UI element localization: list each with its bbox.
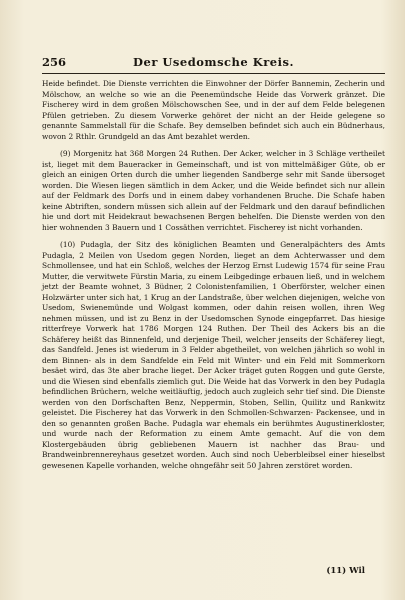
page-body [42, 79, 385, 471]
page-number: 256 [42, 55, 67, 69]
running-title: Der Usedomsche Kreis. [133, 55, 294, 69]
paragraph-3: (10) Pudagla, der Sitz des königlichen Beamten und Generalpächters des Amts Pudagla, 2 Meilen von Usedom gegen Norden, lieget an dem Achterwasser und dem Schmollensee, und hat ein Schloß, welches der Herzog Ernst Ludewig 1574 für seine Frau Mutter, die verwitwete Fürstin Maria, zu einem Leibgedinge erbauen ließ, und in welchem jetzt der Beamte wohnet, 3 Büdner, 2 Colonistenfamilien, 1 Oberförster, welcher einen Holzwärter unter sich hat, 1 Krug an der Landstraße, über welchen diejenigen, welche von Usedom, Swienemünde und Wolgast kommen, oder dahin reisen wollen, ihren Weg nehmen müssen, und ist zu Benz in der Usedomschen Synode eingepfarret. Das hiesige ritterfreye Vorwerk hat 1786 Morgen 124 Ruthen. Der Theil des Ackers bis an die Schäferey heißt das Binnenfeld, und derjenige Theil, welcher jenseits der Schäferey liegt, das Sandfeld. Jenes ist wiederum in 3 Felder abgetheilet, von welchen jährlich so wohl in dem Binnen- als in dem Sandfelde ein Feld mit Winter- und ein Feld mit Sommerkorn besäet wird, das 3te aber brache lieget. Der Acker träget guten Roggen und gute Gerste, und die Wiesen sind ebenfalls ziemlich gut. Die Weide hat das Vorwerk in den bey Pudagla befindlichen Brüchern, welche weitläuftig, jedoch auch zugleich sehr tief sind. Die Dienste werden von den Dorfschaften Benz, Neppermin, Stoben, Sellin, Quilitz und Rankwitz geleistet. Die Fischerey hat das Vorwerk in den Schmollen-Schwarzen- Packensee, und in den so genannten großen Bache. Pudagla war ehemals ein berühmtes Augustinerkloster, und wurde nach der Reformation zu einem Amte gemacht. Auf die von dem Klostergebäuden übrig gebliebenen Mauern ist nachher das Brau- und Brandweinbrennereyhaus gesetzet worden. Auch sind noch Ueberbleibsel einer hieselbst gewesenen Kapelle vorhanden, welche ohngefähr seit 50 Jahren zerstöret worden. [42, 240, 385, 470]
catchword: (11) Wil [326, 566, 365, 576]
paragraph-2: (9) Morgenitz hat 368 Morgen 24 Ruthen. Der Acker, welcher in 3 Schläge vertheilet ist, lieget mit dem Baueracker in Gemeinschaft, und ist von mittelmäßiger Güte, ob er gleich an einigen Orten durch die umher liegenden Sandberge sehr mit Sande übersoget worden. Die Wiesen liegen sämtlich in dem Acker, und die Weide befindet sich nur allein auf der Feldmark des Dorfs und in einem dabey vorhandenen Bruche. Die Schafe haben keine Abtriften, sondern müssen sich allein auf der Feldmark und den darauf befindlichen hie und dort mit Heidekraut bewachsenen Bergen behelfen. Die Dienste werden von den hier wohnenden 3 Bauern und 1 Cossäthen verrichtet. Fischerey ist nicht vorhanden. [42, 149, 385, 232]
paragraph-1: Heide befindet. Die Dienste verrichten die Einwohner der Dörfer Bannemin, Zecherin und Mölschow, an welche so wie an die Peenemündsche Heide das Vorwerk gränzet. Die Fischerey wird in dem großen Mölschowschen See, und in der auf dem Felde belegenen Pfülen getrieben. Zu diesem Vorwerke gehöret der nicht an der Heide gelegene so genannte Sammelstall für die Schafe. Bey demselben befindet sich auch ein Büdnerhaus, wovon 2 Rthlr. Grundgeld an das Amt bezahlet werden. [42, 79, 385, 141]
header-rule [42, 73, 385, 74]
page-header [42, 55, 385, 73]
